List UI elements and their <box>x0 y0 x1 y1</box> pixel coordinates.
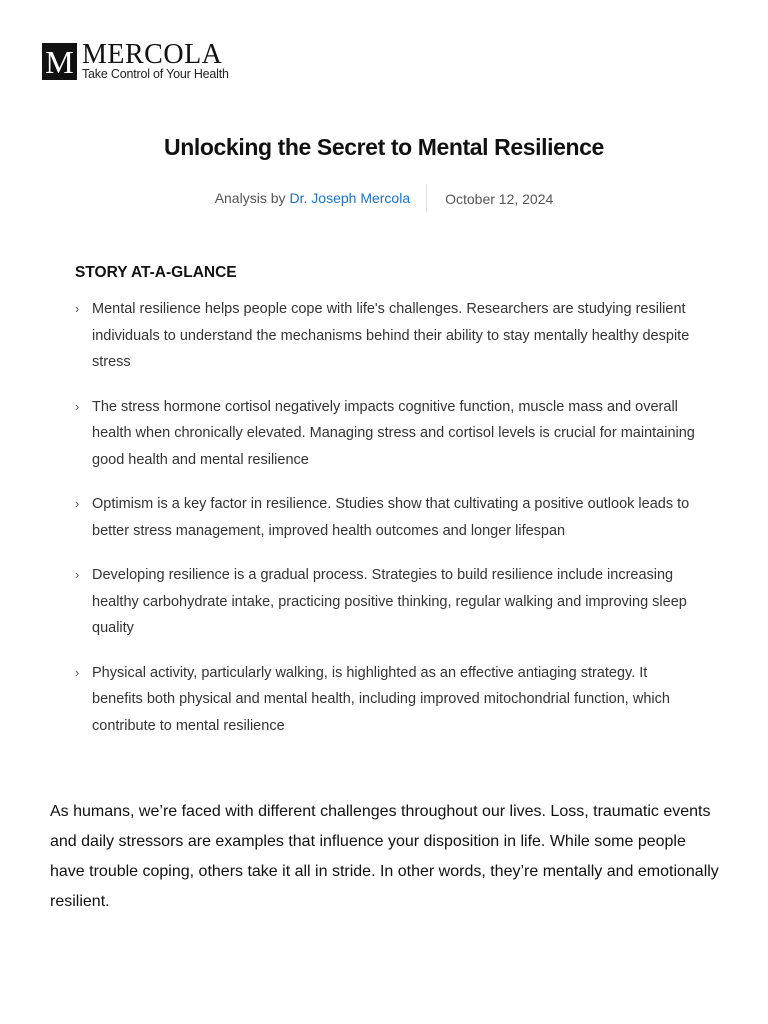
intro-paragraph: As humans, we’re faced with different challenges throughout our lives. Loss, traumatic events and daily stressors are examples that influence your disposition in life. While some people have trouble coping, others take it all in stride. In other words, they’re mentally and emotionally resilient. <box>50 803 719 910</box>
glance-item: › The stress hormone cortisol negatively impacts cognitive function, muscle mass and overall health when chronically elevated. Managing stress and cortisol levels is crucial for maintaining good health and mental resilience <box>75 394 695 474</box>
chevron-right-icon: › <box>75 664 80 680</box>
glance-heading: STORY AT-A-GLANCE <box>75 264 237 281</box>
logo-wordmark: MERCOLA <box>82 39 223 70</box>
story-at-a-glance <box>75 264 695 757</box>
glance-item: › Optimism is a key factor in resilience. Studies show that cultivating a positive outlook leads to better stress management, improved health outcomes and longer lifespan <box>75 491 695 544</box>
logo-tagline: Take Control of Your Health <box>82 67 229 81</box>
glance-item: › Mental resilience helps people cope with life's challenges. Researchers are studying resilient individuals to understand the mechanisms behind their ability to stay mentally healthy despite stress <box>75 296 695 376</box>
author-link[interactable]: Dr. Joseph Mercola <box>289 190 411 206</box>
byline <box>0 184 768 212</box>
article-title: Unlocking the Secret to Mental Resilience <box>164 134 604 160</box>
glance-item: › Physical activity, particularly walking, is highlighted as an effective antiaging strategy. It benefits both physical and mental health, including improved mitochondrial function, which contribute to mental resilience <box>75 660 695 740</box>
publish-date: October 12, 2024 <box>445 191 554 207</box>
glance-item: › Developing resilience is a gradual process. Strategies to build resilience include increasing healthy carbohydrate intake, practicing positive thinking, regular walking and improving sleep quality <box>75 562 695 642</box>
chevron-right-icon: › <box>75 567 80 582</box>
chevron-right-icon: › <box>75 398 80 414</box>
logo-badge: M <box>42 43 77 80</box>
chevron-right-icon: › <box>75 301 80 316</box>
byline-prefix: Analysis by <box>214 190 286 206</box>
chevron-right-icon: › <box>75 496 80 511</box>
mercola-logo[interactable] <box>42 39 229 81</box>
byline-divider <box>426 184 427 212</box>
